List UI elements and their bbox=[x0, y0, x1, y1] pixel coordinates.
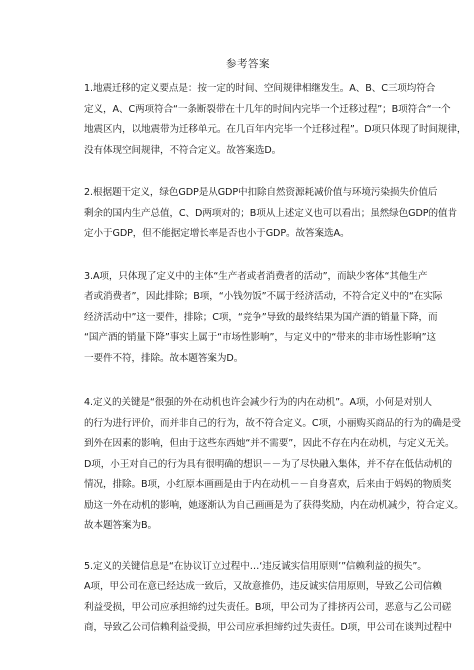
answer-paragraph-2 bbox=[84, 183, 457, 245]
text-line: 4.定义的关键是“很强的外在动机也许会减少行为的内在动机”。A项，小何是对别人 bbox=[84, 397, 432, 408]
text-line: “国产酒的销量下降”事实上属于“市场性影响”，与定义中的“带来的非市场性影响”这 bbox=[84, 332, 437, 343]
answer-paragraph-5 bbox=[84, 557, 453, 639]
answer-paragraph-4 bbox=[84, 393, 464, 537]
text-line: 没有体现空间规律，不符合定义。故答案选D。 bbox=[84, 144, 282, 156]
text-line: 的行为进行评价，而并非自己的行为，故不符合定义。C项，小丽购买商品的行为的确是受 bbox=[84, 417, 461, 429]
text-line: 励这一外在动机的影响，她逐渐认为自己画画是为了获得奖励，内在动机减少，符合定义。 bbox=[84, 499, 464, 511]
text-line: D项，小王对自己的行为具有很明确的想识－－为了尽快融入集体，并不存在低估动机的 bbox=[84, 458, 453, 470]
text-line: 剩余的国内生产总值，C、D两项对的；B项从上述定义也可以看出；虽然绿色GDP的值肯 bbox=[84, 207, 457, 219]
text-line: 利益受损，甲公司应承担缔约过失责任。B项，甲公司为了排挤丙公司，恶意与乙公司磋 bbox=[84, 601, 452, 613]
text-line: 者或消费者”，因此排除；B项，“小钱勿饭”不属于经济活动，不符合定义中的“在实际 bbox=[84, 291, 443, 302]
text-line: 5.定义的关键信息是“在协议订立过程中…‘违反诚实信用原则’”信赖利益的损失”。 bbox=[84, 560, 427, 572]
text-line: 定义，A、C两项符合“一条断裂带在十几年的时间内完毕一个迁移过程”；B项符合“一个 bbox=[84, 103, 451, 115]
text-line: A项，甲公司在意已经达成一致后，又故意推仍，违反诚实信用原则，导致乙公司信赖 bbox=[84, 581, 442, 592]
text-line: 定小于GDP，但不能据定增长率是否也小于GDP。故答案选A。 bbox=[84, 228, 350, 239]
text-line: 3.A项，只体现了定义中的主体“生产者或者消费者的活动”，而缺少客体“其他生产 bbox=[84, 270, 428, 282]
page-title: 参考答案 bbox=[226, 58, 270, 70]
text-line: 情况，排除。B项，小红原本画画是由于内在动机－－自身喜欢，后来由于妈妈的物质奖 bbox=[84, 479, 452, 490]
text-line: 地震区内，以地震带为迁移单元。在几百年内完毕一个迁移过程”。D项只体现了时间规律， bbox=[84, 124, 467, 135]
text-line: 商，导致乙公司信赖利益受损，甲公司应承担缔约过失责任。D项，甲公司在谈判过程中 bbox=[84, 622, 453, 633]
text-line: 一要件不符，排除。故本题答案为D。 bbox=[84, 352, 244, 364]
answer-paragraph-1 bbox=[84, 79, 467, 161]
text-line: 到外在因素的影响，但由于这些东西她“并不需要”，因此不存在内在动机，与定义无关。 bbox=[84, 438, 455, 449]
answer-paragraph-3 bbox=[84, 267, 443, 370]
text-line: 1.地震迁移的定义要点是：按一定的时间、空间规律相继发生。A、B、C三项均符合 bbox=[84, 83, 436, 94]
text-line: 2.根据题干定义，绿色GDP是从GDP中扣除自然资源耗减价值与环境污染损失价值后 bbox=[84, 187, 438, 198]
text-line: 经济活动中”这一要件，排除；C项，“竞争”导致的最终结果为国产酒的销量下降，而 bbox=[84, 311, 438, 323]
text-line: 故本题答案为B。 bbox=[84, 520, 157, 531]
